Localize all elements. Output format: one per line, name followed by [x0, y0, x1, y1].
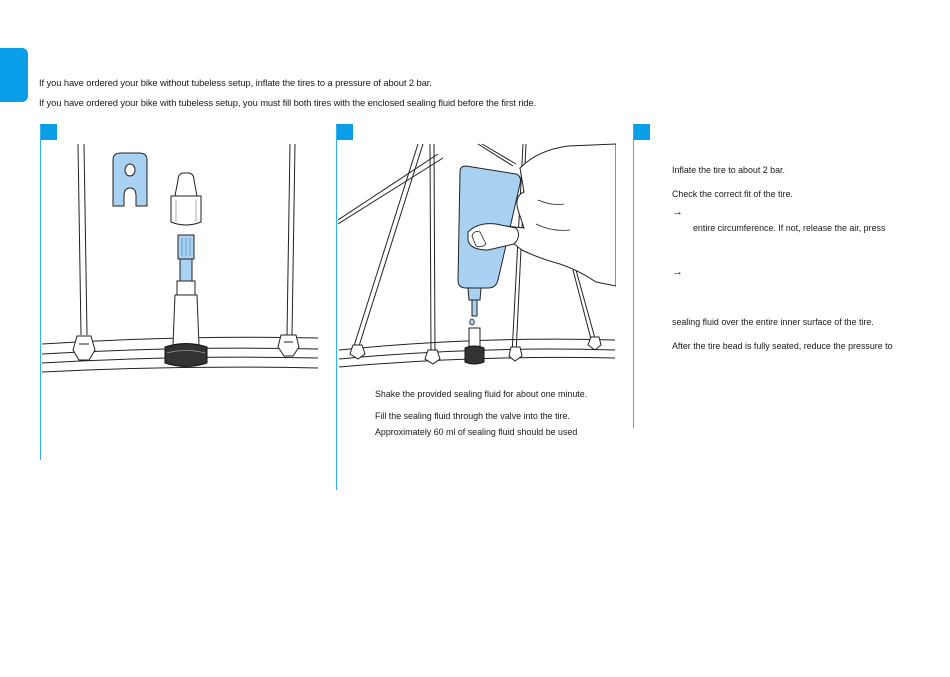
- intro-line-1: If you have ordered your bike without tubeless setup, inflate the tires to a pressure of about 2 bar.: [39, 77, 432, 88]
- step-3-marker: [634, 124, 650, 140]
- step-3-text-3: entire circumference. If not, release the air, press: [693, 223, 886, 233]
- step-2-marker: [337, 124, 353, 140]
- step-3-text-2: Check the correct fit of the tire.: [672, 189, 793, 199]
- section-tab: [0, 48, 28, 102]
- valve-installation-illustration: [41, 140, 321, 380]
- sealing-fluid-fill-illustration: [338, 140, 616, 372]
- step-3-text-1: Inflate the tire to about 2 bar.: [672, 165, 785, 175]
- step-3-column: [633, 124, 634, 428]
- step-1-marker: [41, 124, 57, 140]
- step-2-text-2: Fill the sealing fluid through the valve into the tire.: [375, 411, 570, 421]
- step-2-column: [336, 124, 337, 490]
- step-3-arrow-2: →: [672, 266, 683, 278]
- step-2-text-1: Shake the provided sealing fluid for about one minute.: [375, 389, 588, 399]
- step-3-arrow-1: →: [672, 206, 683, 218]
- intro-line-2: If you have ordered your bike with tubeless setup, you must fill both tires with the enclosed sealing fluid before the first ride.: [39, 97, 537, 108]
- step-3-text-5: After the tire bead is fully seated, reduce the pressure to: [672, 341, 893, 351]
- step-2-text-3: Approximately 60 ml of sealing fluid should be used: [375, 427, 578, 437]
- step-3-text-4: sealing fluid over the entire inner surface of the tire.: [672, 317, 874, 327]
